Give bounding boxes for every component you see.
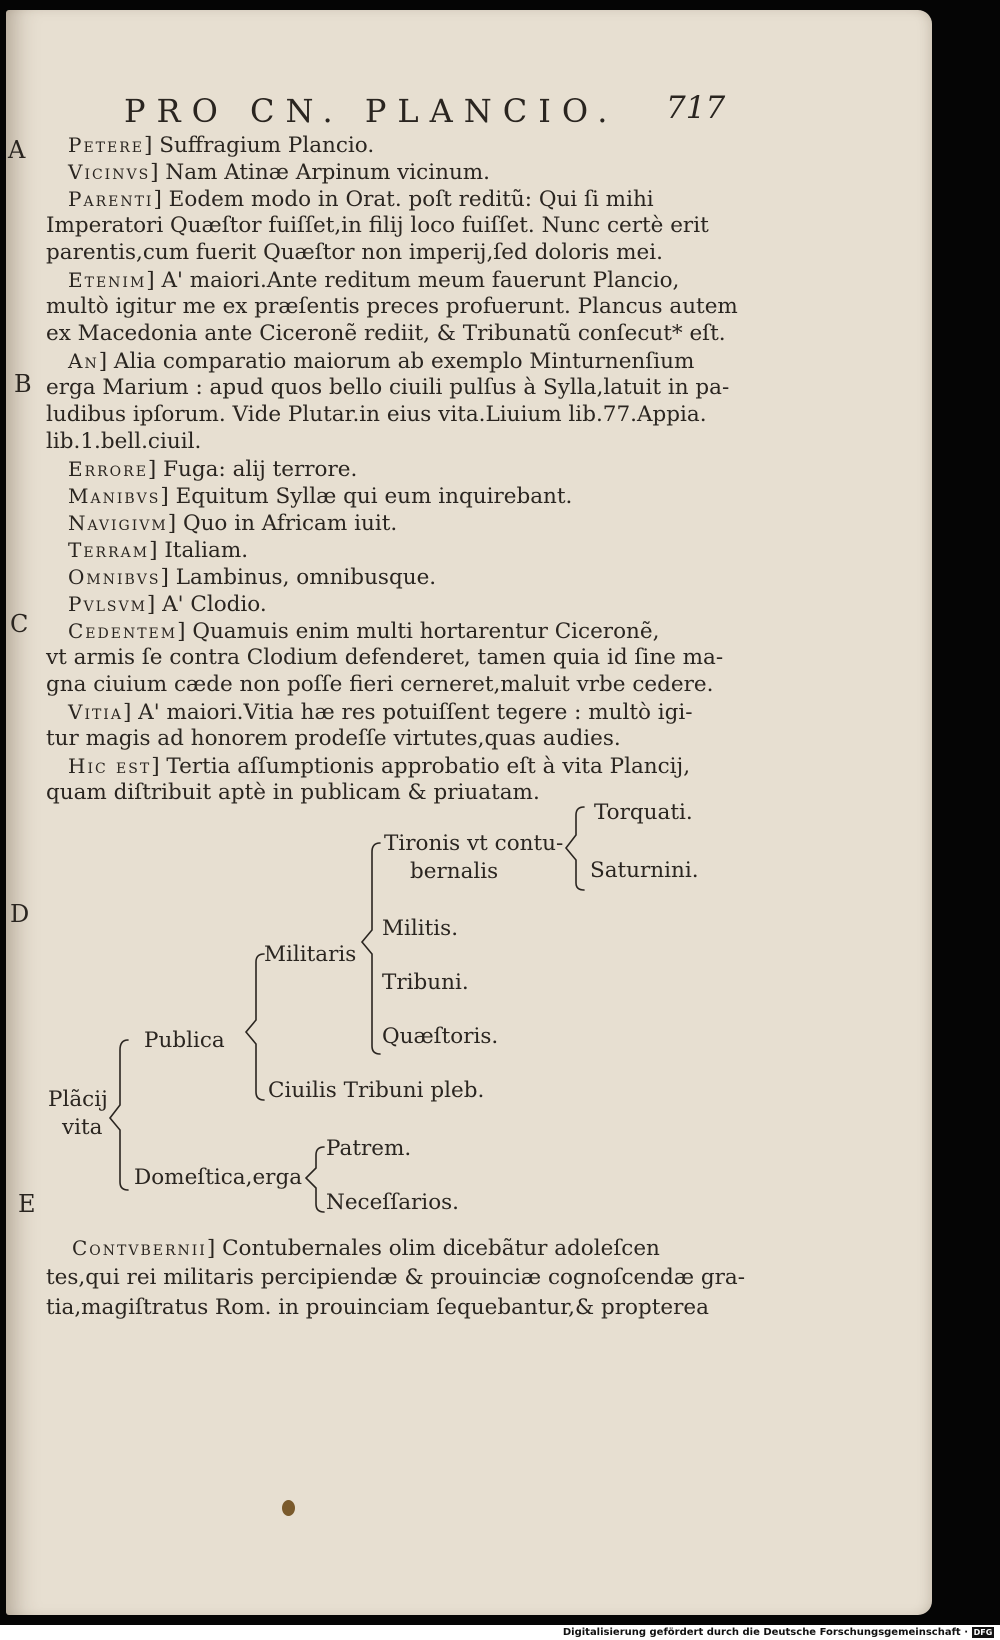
text-line [46, 1295, 709, 1321]
line-text: ] Equitum Syllæ qui eum inquirebant. [160, 484, 573, 509]
lemma: Vicinvs [68, 160, 151, 184]
line-text: ] Suffragium Plancio. [144, 133, 375, 158]
line-text: ] A' maiori.Ante reditum meum fauerunt Plancio, [146, 268, 680, 293]
lemma: Etenim [68, 268, 147, 292]
footer-credit: Digitalisierung gefördert durch die Deutsche Forschungsgemeinschaft · [562, 1627, 968, 1638]
lemma: Pvlsvm [68, 592, 147, 616]
book-page [6, 10, 932, 1615]
line-text: vt armis ſe contra Clodium defenderet, tamen quia id ſine ma- [46, 645, 724, 670]
line-text: ] Contubernales olim dicebãtur adoleſcen [206, 1236, 660, 1261]
tree-root-line2: vita [62, 1115, 103, 1140]
tree-tironis-line2: bernalis [410, 859, 499, 884]
line-text: tur magis ad honorem prodeſſe virtutes,quas audies. [46, 726, 621, 751]
brace-publica [246, 954, 264, 1100]
line-text: erga Marium : apud quos bello ciuili pulſus à Sylla,latuit in pa- [46, 375, 730, 400]
running-title: PRO CN. PLANCIO. [124, 92, 619, 130]
margin-label-e: E [18, 1190, 36, 1218]
page-number: 717 [666, 90, 726, 126]
lemma: Vitia [68, 700, 123, 724]
tree-saturnini: Saturnini. [590, 858, 699, 883]
ink-blot [282, 1500, 295, 1516]
line-text: ] Quamuis enim multi hortarentur Ciceronẽ, [177, 619, 660, 644]
line-text: parentis,cum fuerit Quæſtor non imperij,ſed doloris mei. [46, 240, 663, 265]
tree-domestica: Domeſtica,erga [134, 1165, 303, 1190]
line-text: quam diſtribuit aptè in publicam & priuatam. [46, 780, 540, 805]
margin-label-b: B [14, 370, 32, 398]
line-text: ] Tertia aſſumptionis approbatio eſt à vita Plancij, [151, 754, 691, 779]
line-text: multò igitur me ex præſentis preces profuerunt. Plancus autem [46, 294, 738, 319]
brace-root [110, 1040, 128, 1190]
tree-publica: Publica [144, 1028, 225, 1053]
dfg-logo-badge: DFG [973, 1628, 993, 1637]
tree-patrem: Patrem. [326, 1136, 412, 1161]
tree-militaris: Militaris [264, 942, 357, 967]
brace-militaris [362, 843, 380, 1054]
line-text: tia,magiſtratus Rom. in prouinciam ſequebantur,& propterea [46, 1295, 709, 1320]
tree-root-line1: Plãcij [48, 1087, 108, 1112]
lemma: Errore [68, 457, 148, 481]
lemma: Petere [68, 133, 144, 157]
lemma: Terram [68, 538, 150, 562]
line-text: ex Macedonia ante Ciceronẽ rediit, & Tribunatũ conſecut* eſt. [46, 321, 726, 346]
line-text: ] Alia comparatio maiorum ab exemplo Minturnenſium [98, 349, 695, 374]
division-tree-braces [6, 10, 932, 1615]
tree-tribuni: Tribuni. [382, 970, 469, 995]
lemma: Hic est [68, 754, 152, 778]
brace-tironis [566, 807, 584, 890]
margin-label-c: C [10, 610, 29, 638]
lemma: Manibvs [68, 484, 161, 508]
line-text: ] Lambinus, omnibusque. [160, 565, 437, 590]
line-text: ] Quo in Africam iuit. [167, 511, 398, 536]
margin-label-a: A [8, 136, 26, 164]
digitization-footer [0, 1625, 1000, 1640]
text-line [72, 1235, 660, 1262]
lemma: An [68, 349, 99, 373]
tree-tironis [384, 830, 563, 886]
tree-torquati: Torquati. [594, 800, 693, 825]
line-text: lib.1.bell.ciuil. [46, 429, 202, 454]
text-line [46, 1265, 745, 1291]
line-text: ] Fuga: alij terrore. [147, 457, 358, 482]
tree-militis: Militis. [382, 916, 459, 941]
line-text: Imperatori Quæſtor fuiſſet,in filij loco fuiſſet. Nunc certè erit [46, 213, 709, 238]
tree-quaestoris: Quæſtoris. [382, 1024, 499, 1049]
line-text: tes,qui rei militaris percipiendæ & prouinciæ cognoſcendæ gra- [46, 1265, 745, 1290]
lemma: Navigivm [68, 511, 168, 535]
lemma: Cedentem [68, 619, 178, 643]
line-text: ] A' maiori.Vitia hæ res potuiſſent tegere : multò igi- [122, 700, 693, 725]
lemma: Omnibvs [68, 565, 161, 589]
line-text: ludibus ipſorum. Vide Plutar.in eius vita.Liuium lib.77.Appia. [46, 402, 707, 427]
line-text: ] A' Clodio. [146, 592, 267, 617]
tree-ciuilis: Ciuilis Tribuni pleb. [268, 1078, 485, 1103]
tree-root [48, 1086, 108, 1142]
line-text: gna ciuium cæde non poſſe fieri cerneret,maluit vrbe cedere. [46, 672, 714, 697]
line-text: ] Eodem modo in Orat. poſt reditũ: Qui ſi mihi [153, 187, 654, 212]
tree-tironis-line1: Tironis vt contu- [384, 831, 564, 856]
lemma: Parenti [68, 187, 154, 211]
brace-domestica [306, 1147, 324, 1212]
tree-necessarios: Neceſſarios. [326, 1190, 459, 1215]
margin-label-d: D [10, 900, 30, 928]
line-text: ] Nam Atinæ Arpinum vicinum. [150, 160, 491, 185]
lemma: Contvbernii [72, 1236, 207, 1260]
line-text: ] Italiam. [149, 538, 249, 563]
